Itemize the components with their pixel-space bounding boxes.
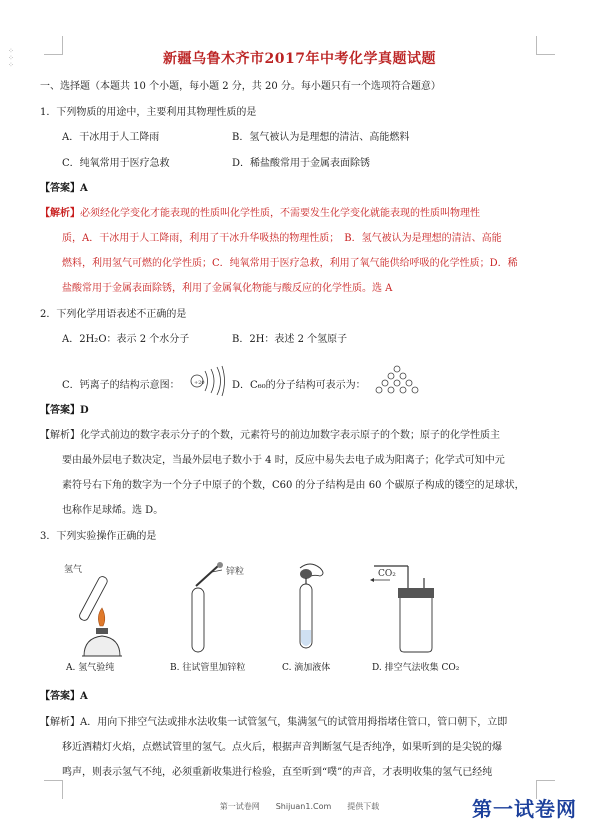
figure-a-caption: A. 氢气验纯 (66, 663, 115, 673)
q2-answer: 【答案】D (40, 405, 89, 416)
q1-explanation-line-2: 质，A．干冰用于人工降雨，利用了干冰升华吸热的物理性质； B．氢气被认为是理想的清洁、高能 (62, 233, 502, 244)
co2-label: CO₂ (378, 569, 396, 579)
figure-c-caption: C. 滴加液体 (282, 663, 331, 673)
q3-stem: 3．下列实验操作正确的是 (40, 531, 157, 542)
q2-option-c: C．钙离子的结构示意图： (62, 380, 180, 391)
q2-option-b: B．2H：表述 2 个氢原子 (232, 334, 348, 345)
zinc-label: 锌粒 (226, 567, 245, 577)
brand-logo: 第一试卷网 (472, 797, 577, 821)
q1-explanation-line-3: 燃料，利用氢气可燃的化学性质；C．纯氧常用于医疗急救，利用了氧气能供给呼吸的化学性质；D．稀 (62, 258, 518, 269)
binding-dots-icon: ⁘ ⁘ ⁘ (8, 47, 14, 69)
section-heading: 一、选择题（本题共 10 个小题，每小题 2 分，共 20 分。每小题只有一个选项符合题意） (40, 81, 441, 92)
hydrogen-label: 氢气 (64, 565, 83, 575)
q1-explanation-line-1: 【解析】必须经化学变化才能表现的性质叫化学性质，不需要发生化学变化就能表现的性质叫物理性 (40, 208, 480, 219)
q1-stem: 1．下列物质的用途中，主要利用其物理性质的是 (40, 107, 257, 118)
crop-mark (44, 780, 63, 799)
page-title: 新疆乌鲁木齐市2017年中考化学真题试题 (163, 51, 436, 67)
calcium-ion-structure-diagram (185, 363, 227, 399)
q1-option-b: B．氢气被认为是理想的清洁、高能燃料 (232, 132, 410, 143)
q3-explanation-line-1: 【解析】A．用向下排空气法或排水法收集一试管氢气，集满氢气的试管用拇指堵住管口，管口朝下，立即 (40, 717, 508, 728)
hydrogen-purity-test-figure (62, 560, 142, 658)
q3-explanation-line-2: 移近酒精灯火焰，点燃试管里的氢气。点火后，根据声音判断氢气是否纯净，如果听到的是尖锐的爆 (62, 742, 502, 753)
q1-explanation-line-4: 盐酸常用于金属表面除锈，利用了金属氧化物能与酸反应的化学性质。选 A (62, 283, 393, 294)
svg-text:+20: +20 (194, 380, 205, 386)
q2-stem: 2．下列化学用语表述不正确的是 (40, 309, 187, 320)
q1-explanation-head: 【解析】 (40, 208, 80, 219)
dropping-liquid-figure (290, 560, 360, 658)
q2-explanation-line-3: 素符号右下角的数字为一个分子中原子的个数，C60 的分子结构是由 60 个碳原子构成的镂空的足球状， (62, 480, 525, 491)
figure-d-caption: D. 排空气法收集 CO₂ (372, 663, 460, 673)
q2-explanation-line-2: 要由最外层电子数决定，当最外层电子数小于 4 时，反应中易失去电子成为阳离子；化学式可知中元 (62, 455, 505, 466)
q2-option-a: A．2H₂O：表示 2 个水分子 (62, 334, 190, 345)
q1-answer: 【答案】A (40, 183, 88, 194)
q1-option-d: D．稀盐酸常用于金属表面除锈 (232, 158, 371, 169)
q3-explanation-line-3: 鸣声，则表示氢气不纯，必须重新收集进行检验，直至听到“噗”的声音，才表明收集的氢气已经纯 (62, 767, 493, 778)
figure-b-caption: B. 往试管里加锌粒 (170, 663, 246, 673)
c60-molecule-diagram (375, 364, 419, 394)
q2-option-d: D．C₆₀的分子结构可表示为： (232, 380, 366, 391)
page-footer: 第一试卷网 Shijuan1.Com 提供下载 (219, 802, 380, 811)
adding-zinc-figure (182, 560, 262, 658)
q1-option-c: C．纯氧常用于医疗急救 (62, 158, 170, 169)
q2-explanation-line-4: 也称作足球烯。选 D。 (62, 505, 164, 516)
co2-collection-figure (370, 558, 460, 658)
q2-explanation-line-1: 【解析】化学式前边的数字表示分子的个数，元素符号的前边加数字表示原子的个数；原子的化学性质主 (40, 430, 500, 441)
q1-option-a: A．干冰用于人工降雨 (62, 132, 160, 143)
q3-answer: 【答案】A (40, 691, 88, 702)
